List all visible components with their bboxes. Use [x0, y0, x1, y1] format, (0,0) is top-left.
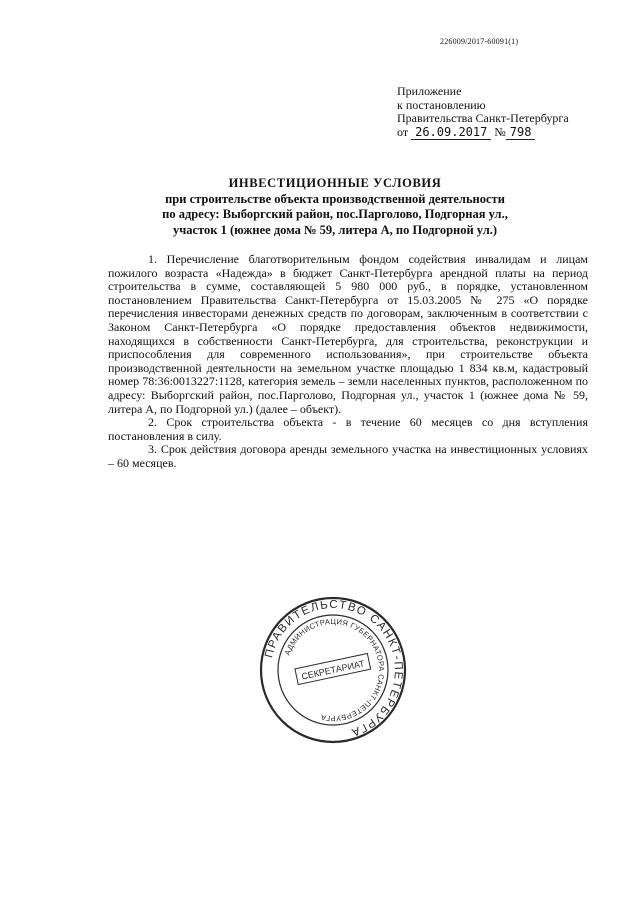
annex-number: 798: [506, 125, 536, 140]
annex-line-1: Приложение: [397, 84, 462, 98]
annex-date: 26.09.2017: [411, 125, 491, 140]
seal-center-text: СЕКРЕТАРИАТ: [300, 658, 366, 682]
paragraph-3: 3. Срок действия договора аренды земельного участка на инвестиционных условиях – 60 месяцев.: [108, 442, 588, 470]
title-line-2: при строительстве объекта производственной деятельности: [165, 191, 505, 206]
title-line-4: участок 1 (южнее дома № 59, литера А, по Подгорной ул.): [172, 222, 498, 237]
title-main: ИНВЕСТИЦИОННЫЕ УСЛОВИЯ: [228, 176, 442, 190]
annex-date-line: [397, 126, 569, 140]
paragraph-1: 1. Перечисление благотворительным фондом содействия инвалидам и лицам пожилого возраста «Надежда» в бюджет Санкт-Петербурга арендной платы на период строительства в сумме, составляющей 5 980 000 руб., в порядке, установленном постановлением Правительства Санкт-Петербурга от 15.03.2005 № 275 «О порядке перечисления инвесторами денежных средств по договорам, заключенным в соответствии с Законом Санкт-Петербурга «О порядке предоставления объектов недвижимости, находящихся в собственности Санкт-Петербурга, для строительства, реконструкции и приспособления для современного использования», при строительстве объекта производственной деятельности на земельном участке площадью 1 834 кв.м, кадастровый номер 78:36:0013227:1128, категория земель – земли населенных пунктов, расположенном по адресу: Выборгский район, пос.Парголово, Подгорная ул., участок 1 (южнее дома № 59, литера А, по Подгорной ул.) (далее – объект).: [108, 252, 588, 416]
document-registration-number: 226009/2017-60091(1): [440, 37, 519, 46]
document-title: [80, 176, 590, 238]
paragraph-2: 2. Срок строительства объекта - в течение 60 месяцев со дня вступления постановления в силу.: [108, 415, 588, 443]
seal-outer-text: ПРАВИТЕЛЬСТВО САНКТ-ПЕТЕРБУРГА: [263, 598, 405, 739]
annex-from-label: от: [397, 124, 409, 139]
annex-line-2: к постановлению: [397, 97, 486, 112]
document-body: [108, 253, 588, 471]
annex-line-3: Правительства Санкт-Петербурга: [397, 111, 569, 125]
annex-number-label: №: [494, 124, 506, 139]
official-seal-stamp: [258, 595, 408, 745]
title-line-3: по адресу: Выборгский район, пос.Парголово, Подгорная ул.,: [162, 207, 508, 221]
annex-header: [397, 85, 569, 139]
seal-inner-text: АДМИНИСТРАЦИЯ ГУБЕРНАТОРА САНКТ-ПЕТЕРБУРГА: [282, 616, 387, 724]
